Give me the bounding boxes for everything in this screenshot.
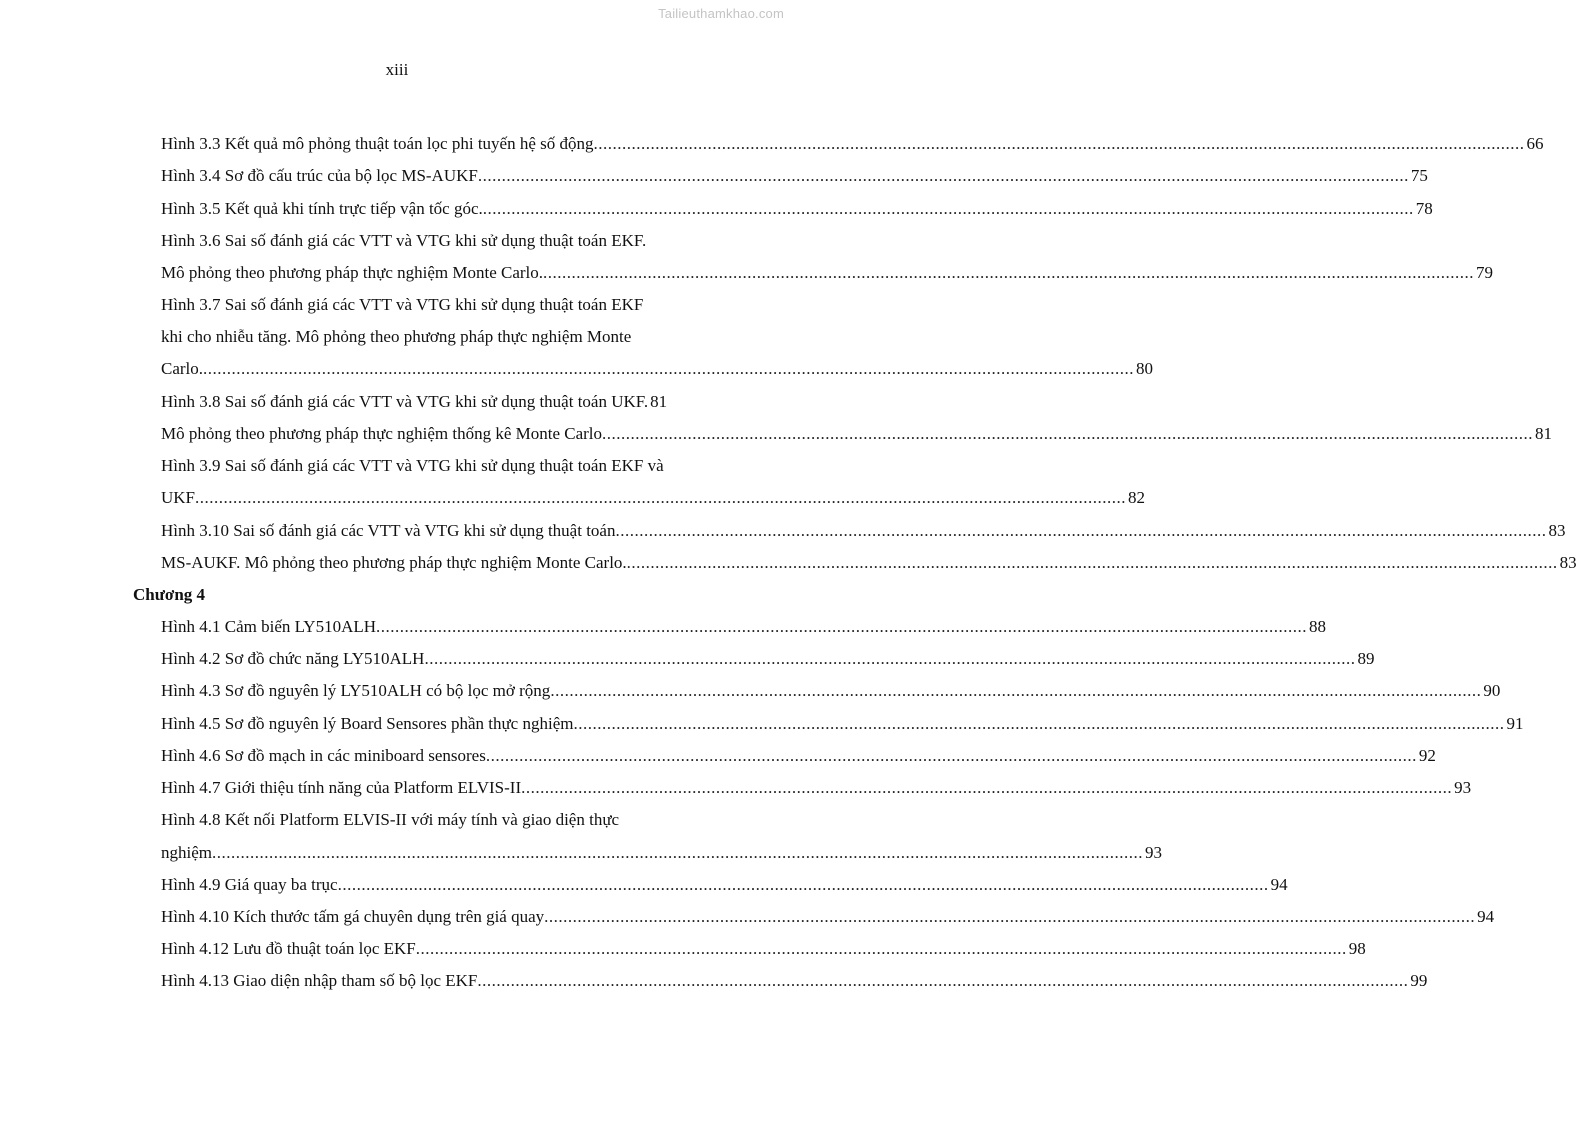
toc-entry[interactable] — [161, 391, 718, 413]
entry-text: Hình 4.8 Kết nối Platform ELVIS-II với máy tính và giao diện thực — [161, 810, 620, 829]
dot-leader: .................................................................................................................................................................................................... — [626, 553, 1558, 572]
entry-page: 79 — [1476, 263, 1494, 282]
toc-entry[interactable] — [161, 326, 718, 348]
dot-leader: .................................................................................................................................................................................................... — [195, 488, 1127, 507]
entry-text: Hình 4.7 Giới thiệu tính năng của Platform ELVIS-II — [161, 778, 522, 797]
entry-page: 93 — [1145, 843, 1162, 862]
dot-leader: .................................................................................................................................................................................................... — [212, 843, 1143, 862]
toc-entry[interactable] — [161, 680, 1501, 702]
entry-page: 98 — [1348, 939, 1366, 958]
entry-page: 81 — [1535, 424, 1553, 443]
entry-page: 83 — [1559, 553, 1577, 572]
dot-leader: .................................................................................................................................................................................................... — [602, 424, 1534, 443]
entry-page: 82 — [1128, 488, 1146, 507]
entry-page: 99 — [1410, 971, 1428, 990]
page-number: xiii — [385, 60, 409, 79]
entry-text: Hình 4.10 Kích thước tấm gá chuyên dụng trên giá quay — [161, 907, 545, 926]
dot-leader: .................................................................................................................................................................................................... — [550, 681, 1482, 700]
entry-page: 83 — [1548, 521, 1566, 540]
toc-entry[interactable] — [161, 165, 1428, 187]
toc-entry[interactable] — [161, 198, 1433, 220]
dot-leader: .................................................................................................................................................................................................... — [424, 649, 1356, 668]
entry-page: 94 — [1477, 907, 1495, 926]
entry-page: 78 — [1415, 199, 1433, 218]
dot-leader: .................................................................................................................................................................................................... — [615, 521, 1547, 540]
entry-text: Hình 3.9 Sai số đánh giá các VTT và VTG khi sử dụng thuật toán EKF và — [161, 456, 664, 475]
entry-text: Hình 4.2 Sơ đồ chức năng LY510ALH — [161, 649, 425, 668]
entry-page: 75 — [1410, 166, 1428, 185]
entry-page: 90 — [1483, 681, 1501, 700]
toc-entry[interactable] — [161, 874, 1288, 896]
entry-text: khi cho nhiễu tăng. Mô phỏng theo phương pháp thực nghiệm Monte — [161, 327, 632, 346]
toc-entry[interactable] — [161, 938, 1366, 960]
toc-entry[interactable] — [161, 423, 1553, 445]
entry-text: Mô phỏng theo phương pháp thực nghiệm Monte Carlo. — [161, 263, 544, 282]
toc-entry[interactable] — [161, 616, 1327, 638]
dot-leader: .................................................................................................................................................................................................... — [544, 907, 1476, 926]
entry-text: Hình 3.7 Sai số đánh giá các VTT và VTG khi sử dụng thuật toán EKF — [161, 295, 644, 314]
toc-entry[interactable] — [161, 455, 718, 477]
toc-entry[interactable] — [161, 809, 718, 831]
toc-entry[interactable] — [161, 713, 1524, 735]
toc-entry[interactable] — [161, 842, 1162, 864]
toc-entry[interactable] — [161, 520, 1566, 542]
dot-leader: .................................................................................................................................................................................................... — [482, 199, 1414, 218]
entry-text: MS-AUKF. Mô phỏng theo phương pháp thực nghiệm Monte Carlo. — [161, 553, 627, 572]
entry-text: Hình 3.5 Kết quả khi tính trực tiếp vận tốc góc. — [161, 199, 483, 218]
dot-leader: .................................................................................................................................................................................................... — [337, 875, 1269, 894]
entry-text: Hình 3.8 Sai số đánh giá các VTT và VTG khi sử dụng thuật toán UKF. — [161, 392, 649, 411]
dot-leader: .................................................................................................................................................................................................... — [521, 778, 1453, 797]
chapter-heading: Chương 4 — [133, 585, 206, 604]
entry-text: Hình 4.13 Giao diện nhập tham số bộ lọc EKF — [161, 971, 478, 990]
entry-text: Hình 4.3 Sơ đồ nguyên lý LY510ALH có bộ lọc mở rộng — [161, 681, 551, 700]
entry-text: UKF — [161, 488, 196, 507]
entry-text: Hình 3.6 Sai số đánh giá các VTT và VTG khi sử dụng thuật toán EKF. — [161, 231, 647, 250]
dot-leader: .................................................................................................................................................................................................... — [203, 359, 1135, 378]
entry-page: 89 — [1357, 649, 1375, 668]
entry-page: 80 — [1136, 359, 1154, 378]
entry-page: 94 — [1270, 875, 1288, 894]
entry-text: nghiệm — [161, 843, 212, 862]
entry-text: Hình 4.5 Sơ đồ nguyên lý Board Sensores phần thực nghiệm — [161, 714, 574, 733]
dot-leader: .................................................................................................................................................................................................... — [477, 971, 1409, 990]
entry-text: Hình 4.6 Sơ đồ mạch in các miniboard sensores — [161, 746, 486, 765]
dot-leader: .................................................................................................................................................................................................... — [573, 714, 1505, 733]
toc-entry[interactable] — [161, 777, 1472, 799]
dot-leader: .................................................................................................................................................................................................... — [485, 746, 1417, 765]
entry-text: Hình 4.1 Cảm biến LY510ALH — [161, 617, 377, 636]
toc-entry[interactable] — [161, 487, 1146, 509]
entry-page: 93 — [1454, 778, 1472, 797]
entry-text: Hình 3.10 Sai số đánh giá các VTT và VTG khi sử dụng thuật toán — [161, 521, 616, 540]
toc-entry[interactable] — [161, 906, 1495, 928]
dot-leader: .................................................................................................................................................................................................... — [593, 134, 1525, 153]
entry-text: Hình 4.12 Lưu đồ thuật toán lọc EKF — [161, 939, 416, 958]
toc-entry[interactable] — [161, 230, 718, 252]
entry-text: Carlo. — [161, 359, 204, 378]
toc-entry[interactable] — [161, 552, 1577, 574]
entry-page: 88 — [1309, 617, 1327, 636]
entry-page: 81 — [650, 392, 668, 411]
entry-page: 91 — [1506, 714, 1524, 733]
toc-entry[interactable] — [161, 133, 1544, 155]
toc-entry[interactable] — [161, 358, 1154, 380]
entry-text: Hình 4.9 Giá quay ba trục — [161, 875, 338, 894]
toc-entry[interactable] — [161, 262, 1494, 284]
toc-entry[interactable] — [161, 648, 1375, 670]
watermark: Tailieuthamkhao.com — [658, 6, 784, 21]
entry-text: Mô phỏng theo phương pháp thực nghiệm thống kê Monte Carlo — [161, 424, 603, 443]
dot-leader: .................................................................................................................................................................................................... — [543, 263, 1475, 282]
toc-entry[interactable] — [161, 745, 1436, 767]
entry-page: 92 — [1418, 746, 1436, 765]
dot-leader: .................................................................................................................................................................................................... — [477, 166, 1409, 185]
entry-text: Hình 3.4 Sơ đồ cấu trúc của bộ lọc MS-AUKF — [161, 166, 478, 185]
entry-text: Hình 3.3 Kết quả mô phỏng thuật toán lọc phi tuyến hệ số động — [161, 134, 594, 153]
entry-page: 66 — [1526, 134, 1544, 153]
toc-entry[interactable] — [161, 970, 1428, 992]
dot-leader: .................................................................................................................................................................................................... — [415, 939, 1347, 958]
toc-entry[interactable] — [161, 294, 718, 316]
dot-leader: .................................................................................................................................................................................................... — [376, 617, 1308, 636]
